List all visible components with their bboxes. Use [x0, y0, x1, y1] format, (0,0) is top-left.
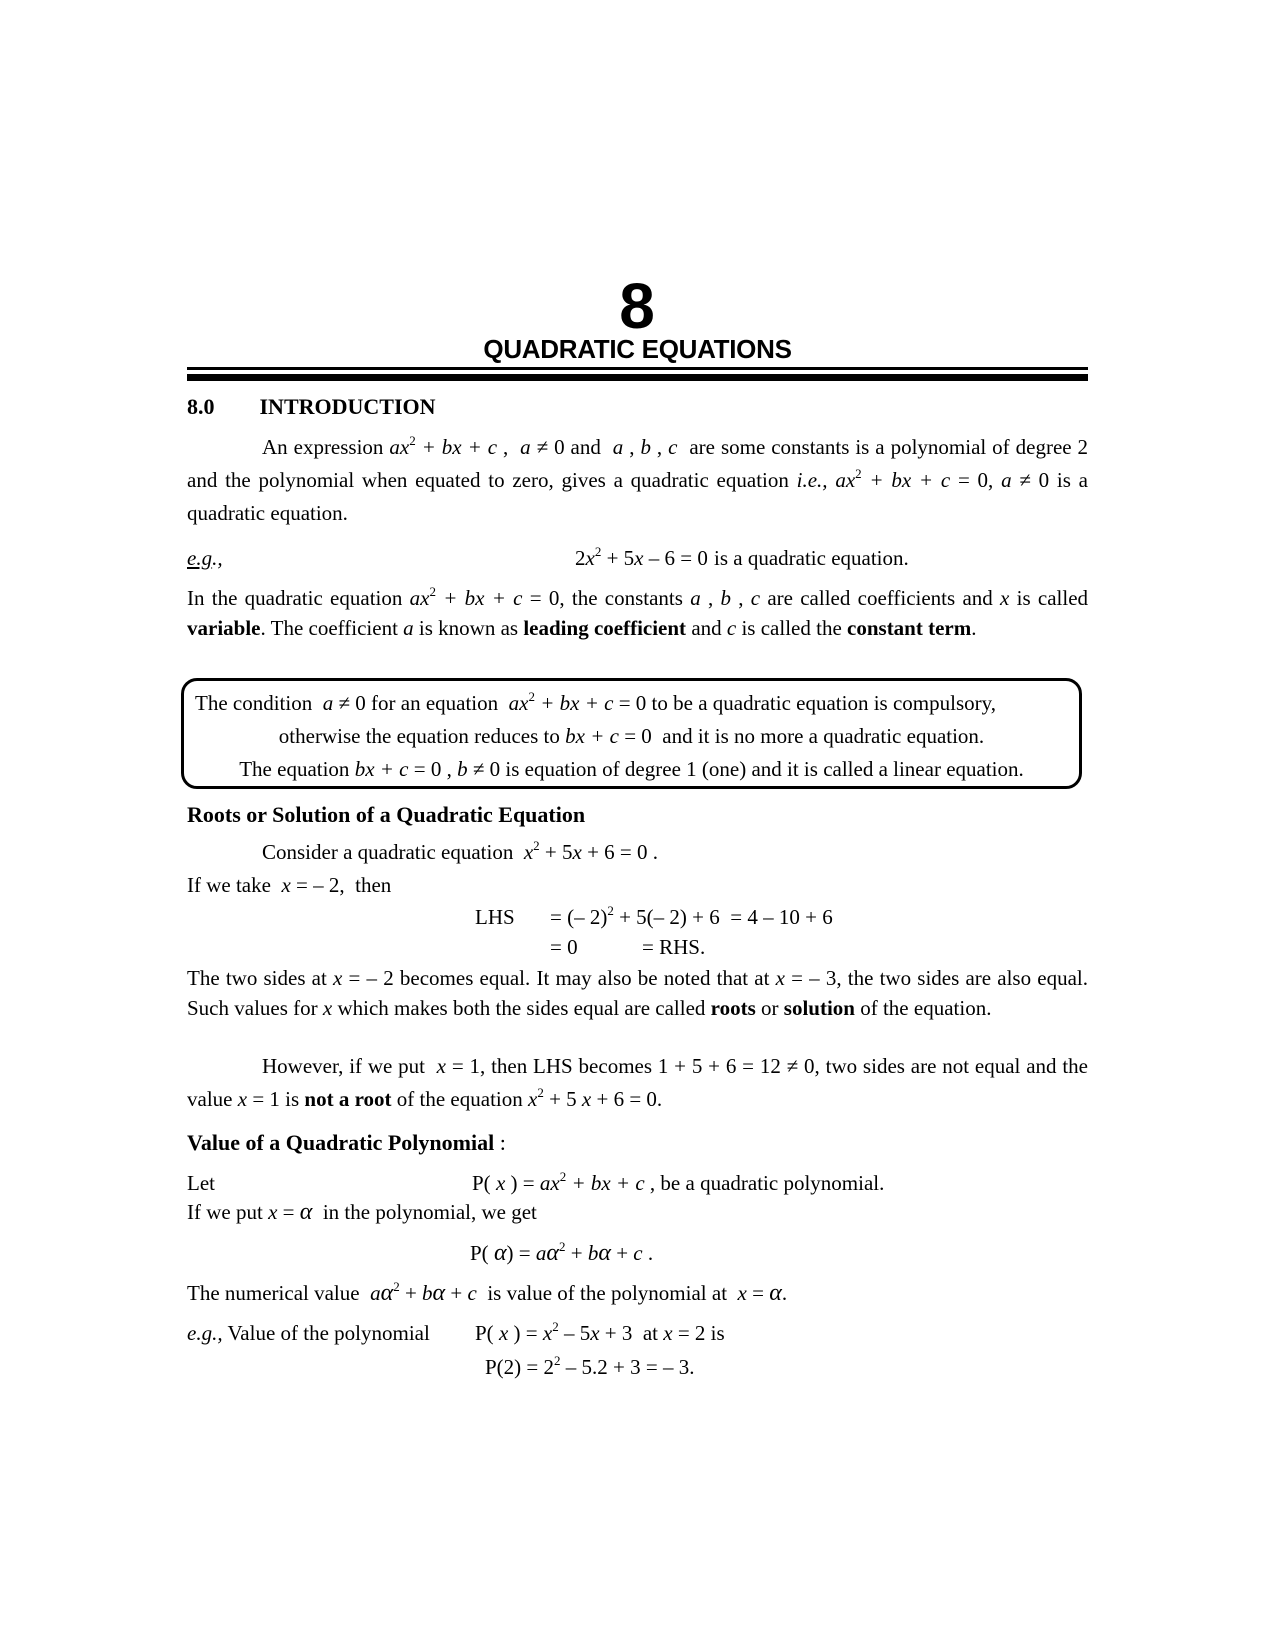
example-equation-row: [187, 543, 1088, 573]
chapter-title: QUADRATIC EQUATIONS: [483, 334, 792, 364]
however-paragraph: However, if we put x = 1, then LHS becomes 1 + 5 + 6 = 12 ≠ 0, two sides are not equal and the value x = 1 is not a root of the equation $x^2 + 5$ x + 6 = 0.: [187, 1054, 1088, 1111]
equals-rhs: = RHS.: [642, 935, 706, 959]
alpha-equation-line: [187, 1238, 1088, 1268]
note-line-2: otherwise the equation reduces to bx + c = 0 and it is no more a quadratic equation.: [278, 724, 985, 748]
example-quadratic-equation: $2x^2 + 5x - 6 = 0$: [575, 544, 708, 570]
equals-zero: = 0: [550, 935, 578, 959]
note-box: [181, 678, 1082, 789]
if-we-put-line: If we put x = α in the polynomial, we get: [187, 1199, 537, 1225]
if-we-take-line: If we take x = – 2, then: [187, 873, 392, 897]
eg-label: e.g.,: [187, 546, 223, 570]
note-line-1: The condition a ≠ 0 for an equation $ax^2$ + bx + c = 0 to be a quadratic equation is compulsory,: [195, 689, 997, 715]
two-sides-paragraph: The two sides at x = – 2 becomes equal. It may also be noted that at x = – 3, the two sides are also equal. Such values for x which makes both the sides equal are called roots or solution of the equation.: [187, 966, 1088, 1020]
value-heading: Value of a Quadratic Polynomial :: [187, 1130, 506, 1155]
lhs-working-line-2: [187, 932, 1088, 962]
let-label: Let: [187, 1171, 215, 1195]
lhs-expansion: = (– 2)$^2$ + 5(– 2) + 6 = 4 – 10 + 6: [550, 903, 833, 929]
intro-paragraph: An expression $ax^2$ + bx + c , a ≠ 0 and a , b , c are some constants is a polynomial of degree 2 and the polynomial when equated to zero, gives a quadratic equation i.e., $ax^2$ + bx + c = 0, a ≠ 0 is a quadratic equation.: [187, 433, 1089, 525]
let-line: [187, 1168, 1088, 1198]
coefficients-paragraph: In the quadratic equation $ax^2$ + bx + c = 0, the constants a , b , c are called coefficients and x is called variable. The coefficient a is known as leading coefficient and c is called the constant term.: [187, 584, 1089, 640]
polynomial-definition: P( x ) = $ax^2$ + bx + c , be a quadratic polynomial.: [472, 1169, 885, 1195]
title-divider-thin: [187, 367, 1088, 370]
roots-heading: Roots or Solution of a Quadratic Equation: [187, 802, 586, 827]
value-example-polynomial: P( x ) = $x^2 - 5x + 3$ at x = 2 is: [475, 1319, 725, 1345]
value-example-line: [187, 1318, 1088, 1348]
section-heading: [187, 394, 1088, 420]
lhs-label: LHS: [475, 905, 515, 929]
final-evaluation: $P(2) = 2^2 - 5.2 + 3$ = – 3.: [485, 1353, 695, 1379]
note-line-3: The equation bx + c = 0 , b ≠ 0 is equation of degree 1 (one) and it is called a linear equation.: [239, 757, 1024, 781]
final-evaluation-line: [187, 1352, 1088, 1382]
title-divider-thick: [187, 374, 1088, 381]
lhs-working-line-1: [187, 902, 1088, 932]
eg-tail-text: is a quadratic equation.: [714, 546, 909, 570]
consider-line: Consider a quadratic equation $x^2 + 5x + 6 = 0$ .: [262, 838, 659, 864]
section-title: INTRODUCTION: [259, 394, 436, 419]
section-number: 8.0: [187, 394, 215, 419]
value-example-label: e.g., Value of the polynomial: [187, 1321, 430, 1345]
numerical-value-line: The numerical value $a\alpha^2 + b\alpha + c$ is value of the polynomial at x = α.: [187, 1279, 788, 1306]
alpha-equation: P( $\alpha) = a\alpha^2 + b\alpha + c$ .: [470, 1239, 654, 1266]
chapter-number: 8: [619, 270, 656, 342]
